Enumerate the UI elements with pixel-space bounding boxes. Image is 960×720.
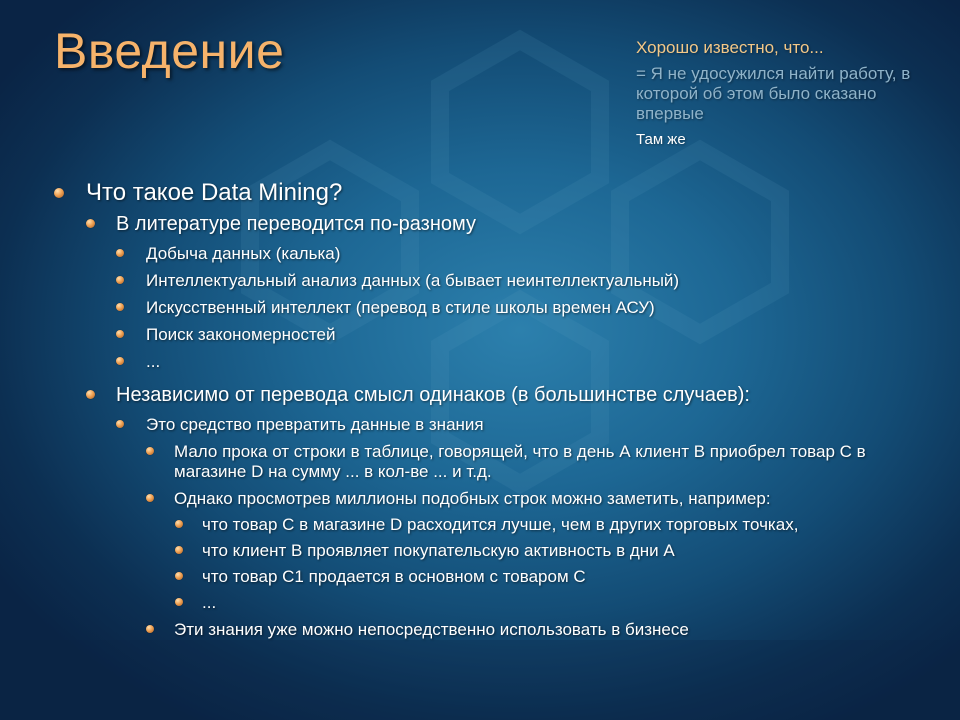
list-item <box>54 515 934 535</box>
list-item <box>54 567 934 587</box>
bullet-icon <box>116 330 124 338</box>
bullet-list <box>54 178 934 640</box>
slide-title: Введение <box>54 23 285 79</box>
bullet-icon <box>116 420 124 428</box>
bullet-text: Эти знания уже можно непосредственно использовать в бизнесе <box>174 620 689 639</box>
bullet-text: Мало прока от строки в таблице, говорящей, что в день А клиент В приобрел товар С в магазине D на сумму ... в кол-ве ... и т.д. <box>174 442 866 481</box>
list-item <box>54 244 934 264</box>
bullet-level1-what-is-dm <box>54 178 934 208</box>
quote-line-1: Хорошо известно, что... <box>636 38 824 57</box>
bullet-text: Добыча данных (калька) <box>146 244 341 263</box>
bullet-text: ... <box>202 593 217 612</box>
list-item <box>54 489 934 509</box>
bullet-text: что товар С1 продается в основном с товаром С <box>202 567 586 586</box>
bullet-text: Поиск закономерностей <box>146 325 336 344</box>
bullet-level2-meaning <box>54 382 934 408</box>
list-item <box>54 541 934 561</box>
quote-source: Там же <box>636 131 686 148</box>
bullet-icon <box>146 625 154 633</box>
bullet-text: В литературе переводится по-разному <box>116 213 476 235</box>
bullet-icon <box>116 357 124 365</box>
bullet-text: ... <box>146 352 161 371</box>
bullet-icon <box>146 447 154 455</box>
bullet-icon <box>116 249 124 257</box>
bullet-text: Однако просмотрев миллионы подобных строк можно заметить, например: <box>174 489 771 508</box>
list-item <box>54 593 934 613</box>
bullet-text: Искусственный интеллект (перевод в стиле школы времен АСУ) <box>146 298 655 317</box>
list-item <box>54 298 934 318</box>
list-item <box>54 352 934 372</box>
list-item <box>54 325 934 345</box>
bullet-text: Что такое Data Mining? <box>86 179 343 206</box>
bullet-icon <box>175 520 183 528</box>
bullet-icon <box>86 219 95 228</box>
bullet-icon <box>175 546 183 554</box>
bullet-level3-data-to-knowledge <box>54 415 934 435</box>
bullet-text: что товар С в магазине D расходится лучше, чем в других торговых точках, <box>202 515 799 534</box>
bullet-icon <box>116 276 124 284</box>
bullet-icon <box>175 572 183 580</box>
bullet-level2-translations <box>54 211 934 237</box>
quote-line-2: = Я не удосужился найти работу, в которой об этом было сказано впервые <box>636 64 911 123</box>
bullet-text: Интеллектуальный анализ данных (а бывает неинтеллектуальный) <box>146 271 680 290</box>
bullet-icon <box>54 188 64 198</box>
bullet-icon <box>146 494 154 502</box>
list-item <box>54 271 934 291</box>
list-item <box>54 620 934 640</box>
bullet-icon <box>116 303 124 311</box>
epigraph-quote <box>636 38 936 150</box>
list-item <box>54 442 934 482</box>
bullet-text: Независимо от перевода смысл одинаков (в большинстве случаев): <box>116 384 750 406</box>
bullet-text: Это средство превратить данные в знания <box>146 415 484 434</box>
bullet-icon <box>175 598 183 606</box>
bullet-text: что клиент В проявляет покупательскую активность в дни А <box>202 541 675 560</box>
bullet-icon <box>86 390 95 399</box>
